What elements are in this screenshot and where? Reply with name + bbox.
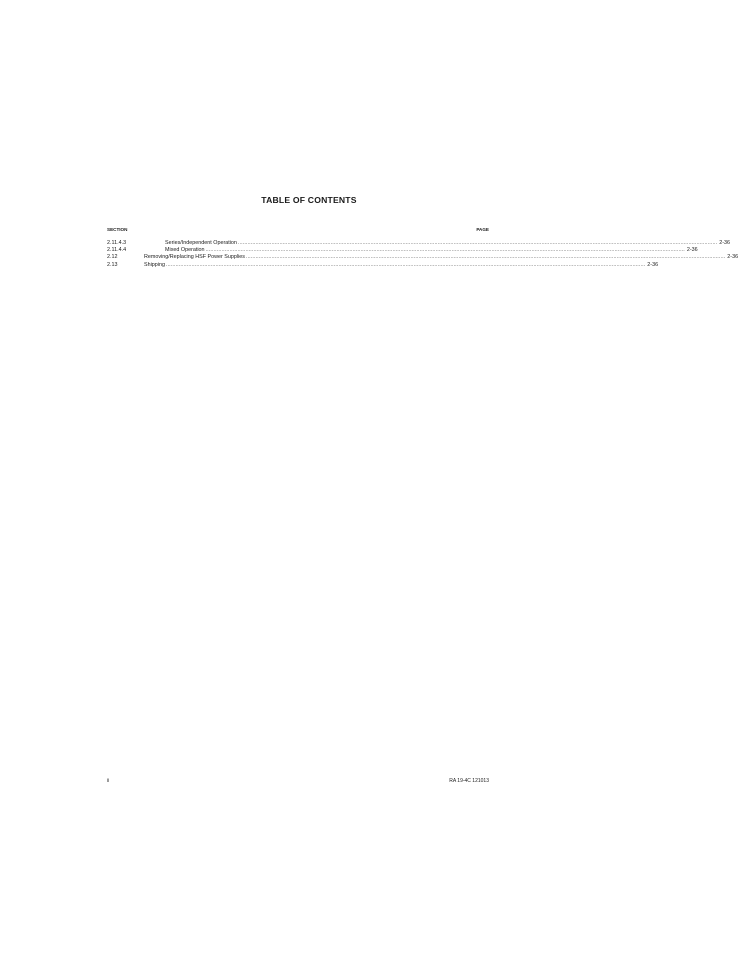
toc-entry-page: 2-36: [647, 261, 659, 268]
toc-entry-2-11-4-3[interactable]: [107, 240, 731, 247]
toc-entry-title: Series/Independent Operation: [165, 240, 237, 246]
toc-entry-title: Shipping: [144, 261, 165, 268]
toc-dot-leader: ............................................................................................................................................................................................................................................................................................................: [205, 247, 685, 254]
page-column-header: PAGE: [476, 227, 489, 232]
toc-dot-leader: ............................................................................................................................................................................................................................................................................................................: [237, 240, 718, 246]
toc-entry-number: 2.12: [107, 254, 118, 261]
toc-entry-page: 2-36: [686, 247, 698, 254]
toc-entry-number: 2.11.4.3: [107, 240, 127, 246]
toc-entry-page: 2-36: [727, 254, 738, 261]
toc-dot-leader: ............................................................................................................................................................................................................................................................................................................: [165, 261, 646, 268]
footer-page-number: ii: [107, 778, 110, 784]
toc-entry-number: 2.11.4.4: [107, 247, 127, 254]
toc-entry-2-12[interactable]: [107, 254, 738, 261]
toc-entry-page: 2-36: [719, 240, 731, 246]
page-title: TABLE OF CONTENTS: [261, 195, 357, 205]
toc-dot-leader: ............................................................................................................................................................................................................................................................................................................: [245, 254, 726, 261]
toc-entry-2-13[interactable]: [107, 261, 659, 269]
toc-entry-2-11-4-4[interactable]: [107, 247, 698, 254]
toc-list: [107, 240, 738, 269]
section-column-header: SECTION: [107, 227, 128, 232]
toc-entry-title: Mixed Operation: [165, 247, 205, 254]
toc-entry-title: Removing/Replacing HSF Power Supplies: [144, 254, 245, 261]
toc-entry-number: 2.13: [107, 261, 118, 268]
footer-doc-id: RA 19-4C 121013: [449, 778, 489, 784]
